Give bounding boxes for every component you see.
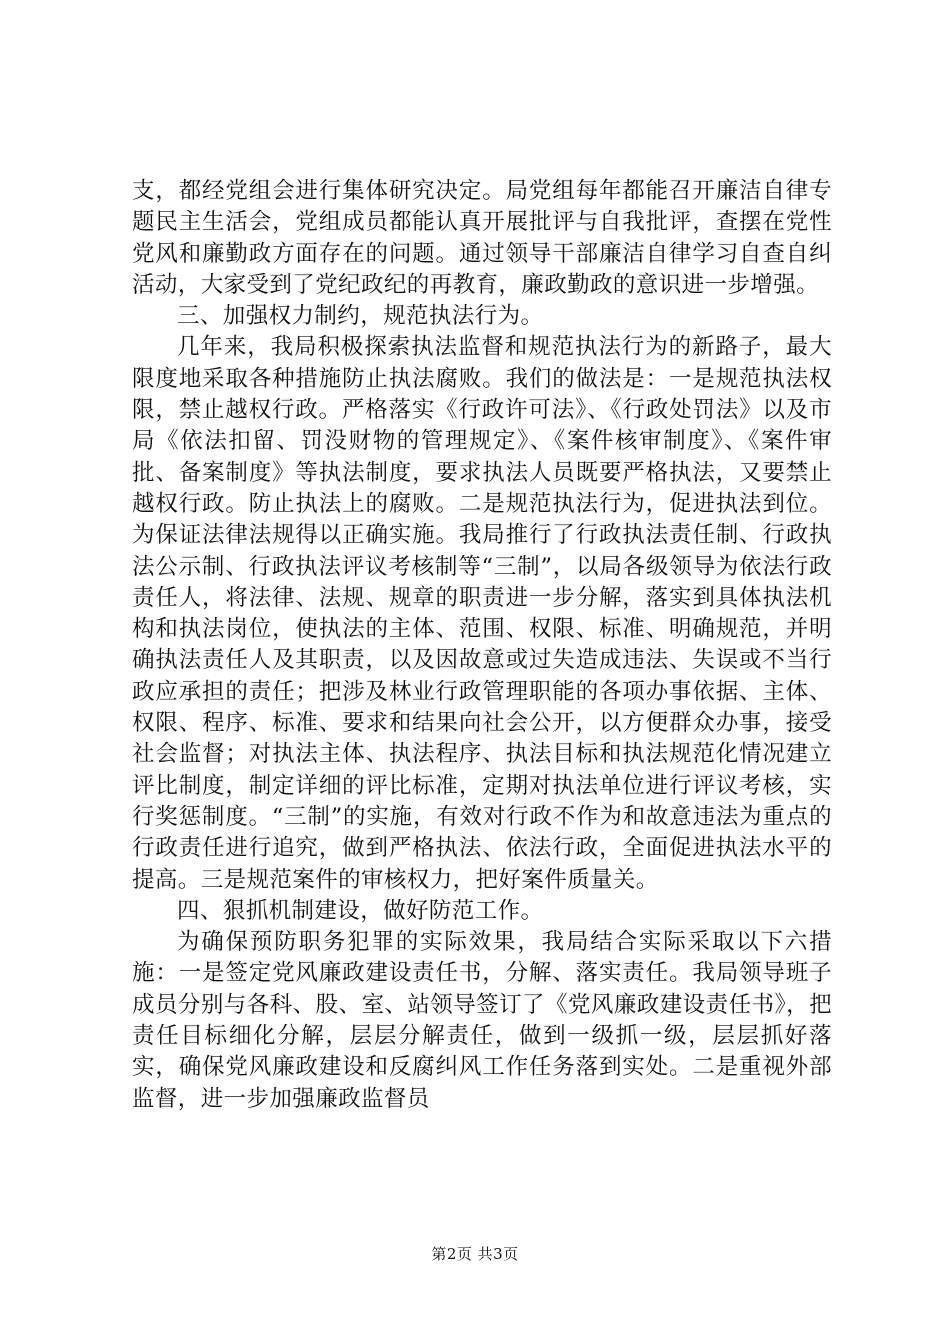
document-body: [132, 176, 832, 1115]
paragraph-2: 几年来，我局积极探索执法监督和规范执法行为的新路子，最大限度地采取各种措施防止执法腐败。我们的做法是：一是规范执法权限，禁止越权行政。严格落实《行政许可法》、《行政处罚法》以及市局《依法扣留、罚没财物的管理规定》、《案件核审制度》、《案件审批、备案制度》等执法制度，要求执法人员既要严格执法，又要禁止越权行政。防止执法上的腐败。二是规范执法行为，促进执法到位。为保证法律法规得以正确实施。我局推行了行政执法责任制、行政执法公示制、行政执法评议考核制等“三制”，以局各级领导为依法行政责任人，将法律、法规、规章的职责进一步分解，落实到具体执法机构和执法岗位，使执法的主体、范围、权限、标准、明确规范，并明确执法责任人及其职责，以及因故意或过失造成违法、失误或不当行政应承担的责任；把涉及林业行政管理职能的各项办事依据、主体、权限、程序、标准、要求和结果向社会公开，以方便群众办事，接受社会监督；对执法主体、执法程序、执法目标和执法规范化情况建立评比制度，制定详细的评比标准，定期对执法单位进行评议考核，实行奖惩制度。“三制”的实施，有效对行政不作为和故意违法为重点的行政责任进行追究，做到严格执法、依法行政，全面促进执法水平的提高。三是规范案件的审核权力，把好案件质量关。: [132, 334, 832, 893]
section-heading-3: 三、加强权力制约，规范执法行为。: [177, 303, 544, 330]
paragraph-3: 为确保预防职务犯罪的实际效果，我局结合实际采取以下六措施：一是签定党风廉政建设责任书，分解、落实责任。我局领导班子成员分别与各科、股、室、站领导签订了《党风廉政建设责任书》，把责任目标细化分解，层层分解责任，做到一级抓一级，层层抓好落实，确保党风廉政建设和反腐纠风工作任务落到实处。二是重视外部监督，进一步加强廉政监督员: [132, 929, 832, 1112]
section-heading-4: 四、狠抓机制建设，做好防范工作。: [177, 897, 544, 924]
page-number-footer: 第2页 共3页: [431, 1245, 519, 1263]
paragraph-1: 支，都经党组会进行集体研究决定。局党组每年都能召开廉洁自律专题民主生活会，党组成员都能认真开展批评与自我批评，查摆在党性党风和廉勤政方面存在的问题。通过领导干部廉洁自律学习自查自纠活动，大家受到了党纪政纪的再教育，廉政勤政的意识进一步增强。: [132, 178, 832, 298]
